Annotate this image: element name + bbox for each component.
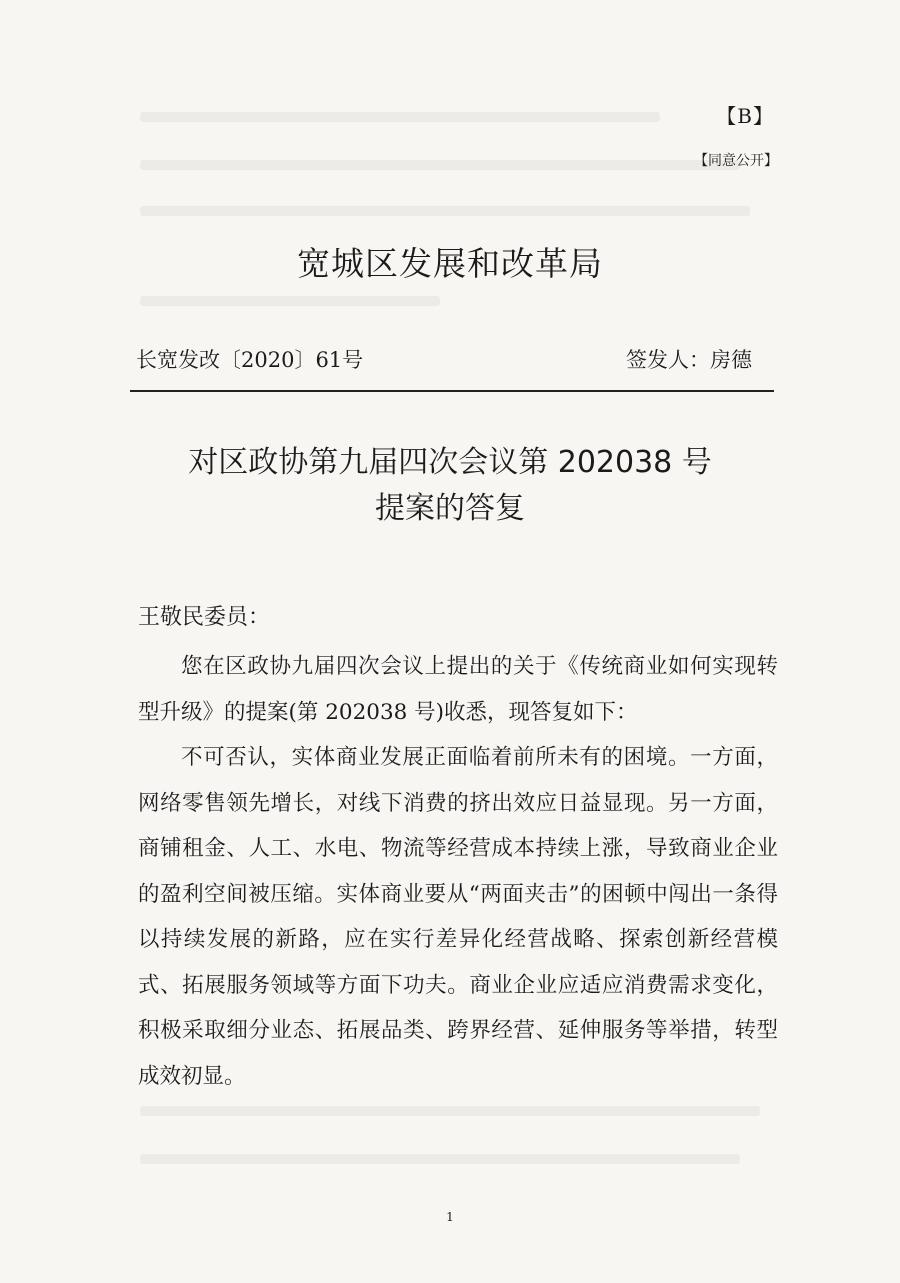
scan-bleed-mark xyxy=(140,1154,740,1164)
scan-bleed-mark xyxy=(140,1106,760,1116)
salutation: 王敬民委员： xyxy=(138,605,271,630)
page-number: 1 xyxy=(446,1210,454,1224)
scan-bleed-mark xyxy=(140,296,440,306)
classification-mark: 【B】 xyxy=(716,104,774,128)
document-number: 长宽发改〔2020〕61号 xyxy=(136,348,364,372)
header-divider xyxy=(130,390,774,392)
paragraph: 您在区政协九届四次会议上提出的关于《传统商业如何实现转型升级》的提案(第 202038 号)收悉，现答复如下： xyxy=(138,654,778,725)
body-text xyxy=(138,644,778,1099)
title-line-2: 提案的答复 xyxy=(375,491,525,526)
issuer-heading: 宽城区发展和改革局 xyxy=(297,244,603,283)
scan-bleed-mark xyxy=(140,160,740,170)
scan-bleed-mark xyxy=(140,112,660,122)
signer: 签发人：房德 xyxy=(626,348,752,372)
paragraph: 不可否认，实体商业发展正面临着前所未有的困境。一方面，网络零售领先增长，对线下消费的挤出效应日益显现。另一方面，商铺租金、人工、水电、物流等经营成本持续上涨，导致商业企业的盈利空间被压缩。实体商业要从“两面夹击”的困顿中闯出一条得以持续发展的新路，应在实行差异化经营战略、探索创新经营模式、拓展服务领域等方面下功夫。商业企业应适应消费需求变化，积极采取细分业态、拓展品类、跨界经营、延伸服务等举措，转型成效初显。 xyxy=(138,745,778,1089)
scan-bleed-mark xyxy=(140,206,750,216)
document-title xyxy=(0,440,900,532)
disclosure-mark: 【同意公开】 xyxy=(694,153,778,169)
title-line-1: 对区政协第九届四次会议第 202038 号 xyxy=(188,445,712,480)
